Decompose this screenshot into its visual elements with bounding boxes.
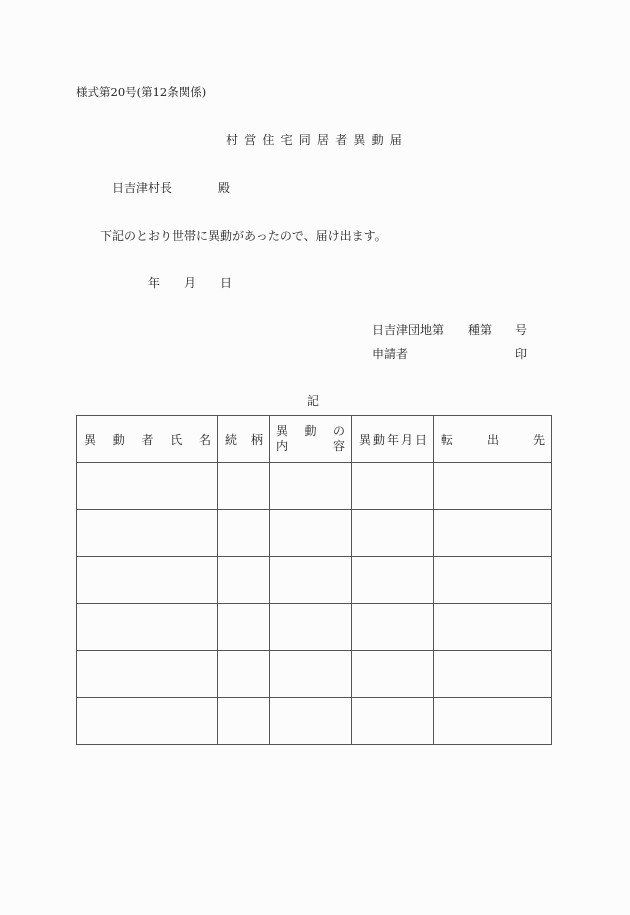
cell-relationship[interactable] — [218, 463, 270, 510]
cell-date[interactable] — [352, 604, 434, 651]
cell-date[interactable] — [352, 698, 434, 745]
year-label: 年 — [148, 276, 161, 290]
header-date — [352, 416, 434, 463]
table-row — [77, 557, 552, 604]
seal-label: 印 — [515, 347, 528, 361]
month-label: 月 — [184, 276, 197, 290]
cell-content[interactable] — [270, 651, 352, 698]
table-row — [77, 510, 552, 557]
header-char: 氏 — [170, 432, 183, 447]
table-row — [77, 604, 552, 651]
header-char: 転 — [441, 432, 454, 447]
statement-text: 下記のとおり世帯に異動があったので、届け出ます。 — [100, 229, 387, 243]
cell-name[interactable] — [77, 698, 218, 745]
header-relationship — [218, 416, 270, 463]
applicant-label: 申請者 — [372, 347, 409, 361]
table-row — [77, 463, 552, 510]
header-char: 動 — [304, 424, 317, 438]
cell-name[interactable] — [77, 557, 218, 604]
header-char: 出 — [486, 432, 499, 447]
cell-relationship[interactable] — [218, 557, 270, 604]
cell-content[interactable] — [270, 463, 352, 510]
header-char: 異 — [84, 432, 97, 447]
form-number: 様式第20号(第12条関係) — [76, 85, 207, 99]
cell-date[interactable] — [352, 463, 434, 510]
header-char: 続 — [225, 432, 238, 447]
cell-destination[interactable] — [434, 510, 552, 557]
header-char: 日 — [414, 432, 427, 447]
header-name — [77, 416, 218, 463]
cell-destination[interactable] — [434, 698, 552, 745]
document-title: 村営住宅同居者異動届 — [226, 133, 409, 147]
header-content — [270, 416, 352, 463]
table-row — [77, 651, 552, 698]
header-char: 柄 — [250, 432, 263, 447]
cell-relationship[interactable] — [218, 510, 270, 557]
header-char: 動 — [112, 432, 125, 447]
cell-destination[interactable] — [434, 463, 552, 510]
cell-name[interactable] — [77, 510, 218, 557]
record-label: 記 — [307, 394, 320, 408]
header-char: 異 — [276, 424, 289, 438]
addressee-honorific: 殿 — [218, 181, 231, 195]
day-label: 日 — [220, 276, 233, 290]
cell-date[interactable] — [352, 557, 434, 604]
header-char: 異 — [359, 432, 372, 447]
cell-name[interactable] — [77, 604, 218, 651]
table-header-row — [77, 416, 552, 463]
header-char: 容 — [332, 439, 345, 453]
cell-relationship[interactable] — [218, 651, 270, 698]
cell-destination[interactable] — [434, 604, 552, 651]
cell-content[interactable] — [270, 698, 352, 745]
header-char: 内 — [276, 439, 289, 453]
cell-name[interactable] — [77, 463, 218, 510]
header-destination — [434, 416, 552, 463]
header-char: 先 — [532, 432, 545, 447]
cell-date[interactable] — [352, 651, 434, 698]
addressee-name: 日吉津村長 — [112, 181, 173, 195]
header-char: 動 — [372, 432, 385, 447]
header-char: 名 — [198, 432, 211, 447]
cell-destination[interactable] — [434, 651, 552, 698]
cell-content[interactable] — [270, 604, 352, 651]
cell-destination[interactable] — [434, 557, 552, 604]
header-char: 者 — [141, 432, 154, 447]
number-label: 号 — [515, 323, 528, 337]
addressee — [112, 179, 231, 196]
type-label: 種第 — [468, 323, 493, 337]
header-char: 月 — [400, 432, 413, 447]
cell-date[interactable] — [352, 510, 434, 557]
housing-prefix: 日吉津団地第 — [372, 323, 445, 337]
cell-content[interactable] — [270, 510, 352, 557]
header-char: の — [332, 424, 345, 438]
cell-relationship[interactable] — [218, 698, 270, 745]
cell-content[interactable] — [270, 557, 352, 604]
cell-relationship[interactable] — [218, 604, 270, 651]
table-row — [77, 698, 552, 745]
header-char: 年 — [386, 432, 399, 447]
change-table — [76, 415, 552, 745]
cell-name[interactable] — [77, 651, 218, 698]
